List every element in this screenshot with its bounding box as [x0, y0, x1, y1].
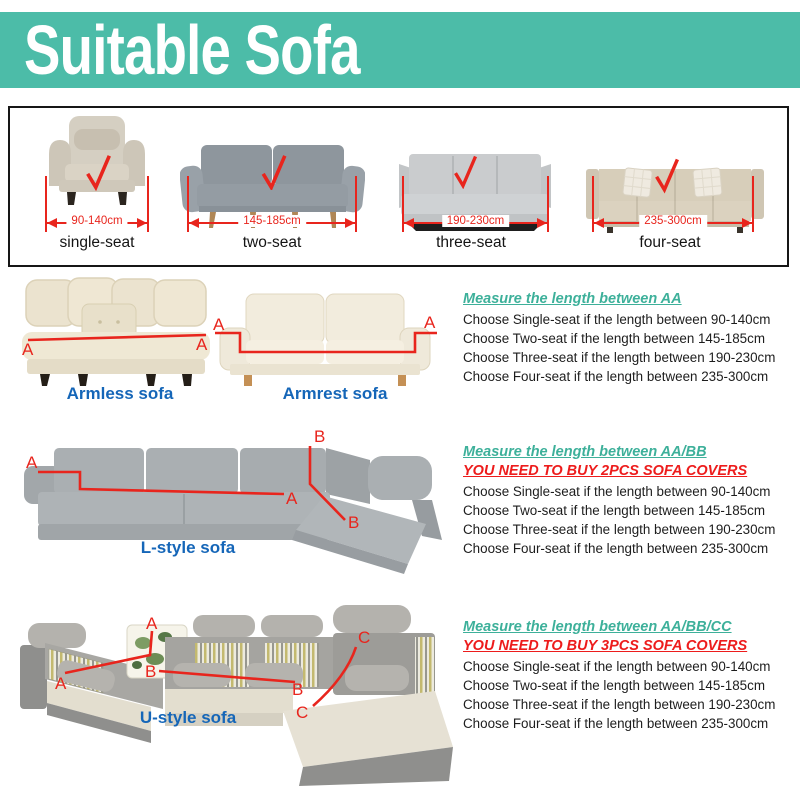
top-banner — [0, 12, 800, 88]
choose-line: Choose Single-seat if the length between 90-140cm — [463, 659, 771, 674]
measure-range: 90-140cm — [66, 215, 127, 227]
annotation-letter-a: A — [424, 313, 436, 332]
armless-sofa-image — [20, 276, 215, 386]
armrest-sofa-label: Armrest sofa — [282, 384, 388, 403]
annotation-letter-c: C — [296, 703, 309, 722]
armless-sofa-label: Armless sofa — [66, 384, 174, 403]
size-label: four-seat — [639, 234, 701, 251]
page-title: Suitable Sofa — [24, 11, 360, 89]
u-style-sofa-label: U-style sofa — [139, 708, 237, 727]
warning-text: YOU NEED TO BUY 2PCS SOFA COVERS — [463, 463, 748, 479]
measure-heading: Measure the length between AA/BB/CC — [463, 619, 732, 635]
annotation-letter-b: B — [145, 662, 157, 681]
choose-line: Choose Three-seat if the length between 190-230cm — [463, 350, 776, 365]
choose-line: Choose Two-seat if the length between 145-185cm — [463, 503, 765, 518]
measure-range: 145-185cm — [238, 215, 306, 227]
warning-text: YOU NEED TO BUY 3PCS SOFA COVERS — [463, 638, 748, 654]
section-3-text — [463, 619, 797, 733]
measure-heading: Measure the length between AA — [463, 291, 682, 307]
measure-range: 235-300cm — [639, 215, 707, 227]
l-style-sofa-label: L-style sofa — [140, 538, 236, 557]
measure-arrow — [45, 176, 149, 232]
measure-range: 190-230cm — [442, 215, 510, 227]
choose-line: Choose Four-seat if the length between 235-300cm — [463, 369, 769, 384]
choose-line: Choose Four-seat if the length between 235-300cm — [463, 716, 769, 731]
choose-line: Choose Three-seat if the length between 190-230cm — [463, 522, 776, 537]
annotation-letter-a: A — [213, 315, 225, 334]
u-style-sofa-image — [15, 593, 455, 788]
choose-line: Choose Two-seat if the length between 145-185cm — [463, 678, 765, 693]
measure-heading: Measure the length between AA/BB — [463, 444, 707, 460]
annotation-letter-a: A — [196, 335, 208, 354]
annotation-letter-c: C — [358, 628, 371, 647]
measure-arrow — [402, 176, 549, 232]
choose-line: Choose Two-seat if the length between 145-185cm — [463, 331, 765, 346]
section-2-text — [463, 444, 797, 558]
measure-arrow — [187, 176, 357, 232]
annotation-letter-a: A — [286, 489, 298, 508]
annotation-letter-a: A — [26, 453, 38, 472]
annotation-letter-a: A — [55, 674, 67, 693]
choose-line: Choose Three-seat if the length between 190-230cm — [463, 697, 776, 712]
choose-line: Choose Single-seat if the length between 90-140cm — [463, 484, 771, 499]
choose-line: Choose Four-seat if the length between 235-300cm — [463, 541, 769, 556]
armrest-sofa-image — [210, 292, 445, 387]
annotation-letter-b: B — [348, 513, 360, 532]
annotation-letter-a: A — [146, 614, 158, 633]
measure-arrow — [592, 176, 754, 232]
size-chart-box — [8, 106, 789, 267]
annotation-letter-a: A — [22, 340, 34, 359]
size-label: single-seat — [59, 234, 135, 251]
size-label: two-seat — [242, 234, 302, 251]
choose-line: Choose Single-seat if the length between 90-140cm — [463, 312, 771, 327]
section-1-text — [463, 291, 797, 386]
annotation-letter-b: B — [292, 680, 304, 699]
size-label: three-seat — [436, 234, 506, 251]
annotation-letter-b: B — [314, 427, 326, 446]
